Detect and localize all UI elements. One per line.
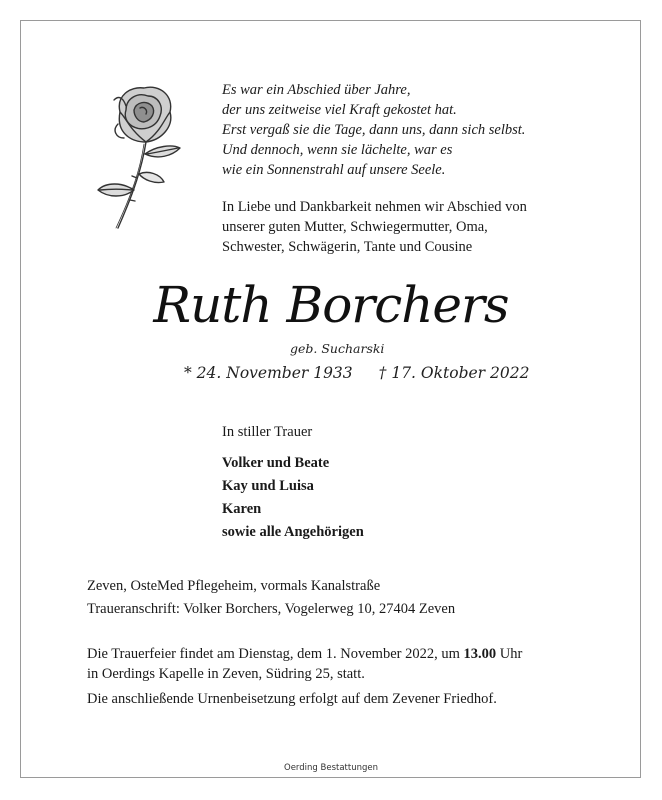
intro-line: unserer guten Mutter, Schwiegermutter, Oma, — [222, 219, 488, 235]
location: Zeven, OsteMed Pflegeheim, vormals Kanalstraße — [87, 578, 381, 594]
ceremony-location: in Oerdings Kapelle in Zeven, Südring 25, statt. — [87, 666, 365, 682]
ceremony-block — [87, 644, 522, 709]
poem-line: wie ein Sonnenstrahl auf unsere Seele. — [222, 162, 446, 178]
mourning-heading: In stiller Trauer — [222, 424, 313, 440]
mourning-address: Traueranschrift: Volker Borchers, Vogelerweg 10, 27404 Zeven — [87, 601, 456, 617]
birth-date: * 24. November 1933 — [184, 364, 353, 382]
rose-icon — [90, 82, 190, 232]
intro-line: Schwester, Schwägerin, Tante und Cousine — [222, 239, 473, 255]
poem-line: Es war ein Abschied über Jahre, — [222, 82, 411, 98]
poem-line: der uns zeitweise viel Kraft gekostet hat. — [222, 102, 457, 118]
address-block — [87, 575, 455, 621]
poem — [222, 80, 525, 180]
burial-note: Die anschließende Urnenbeisetzung erfolgt auf dem Zevener Friedhof. — [87, 691, 497, 707]
intro-line: In Liebe und Dankbarkeit nehmen wir Abschied von — [222, 199, 527, 215]
deceased-name: Ruth Borchers — [153, 276, 509, 334]
maiden-name: geb. Sucharski — [290, 341, 385, 356]
death-date: † 17. Oktober 2022 — [378, 364, 530, 382]
family-member: sowie alle Angehörigen — [222, 524, 364, 540]
ceremony-time: 13.00 — [463, 646, 497, 662]
life-dates — [184, 364, 529, 382]
intro-text — [222, 197, 527, 257]
family-member: Karen — [222, 501, 262, 517]
poem-line: Erst vergaß sie die Tage, dann uns, dann sich selbst. — [222, 122, 526, 138]
undertaker-credit: Oerding Bestattungen — [284, 763, 378, 773]
family-member: Kay und Luisa — [222, 478, 314, 494]
family-list — [222, 452, 364, 544]
family-member: Volker und Beate — [222, 455, 330, 471]
poem-line: Und dennoch, wenn sie lächelte, war es — [222, 142, 453, 158]
ceremony-line: Die Trauerfeier findet am Dienstag, dem 1. November 2022, um 13.00 Uhr — [87, 646, 523, 662]
